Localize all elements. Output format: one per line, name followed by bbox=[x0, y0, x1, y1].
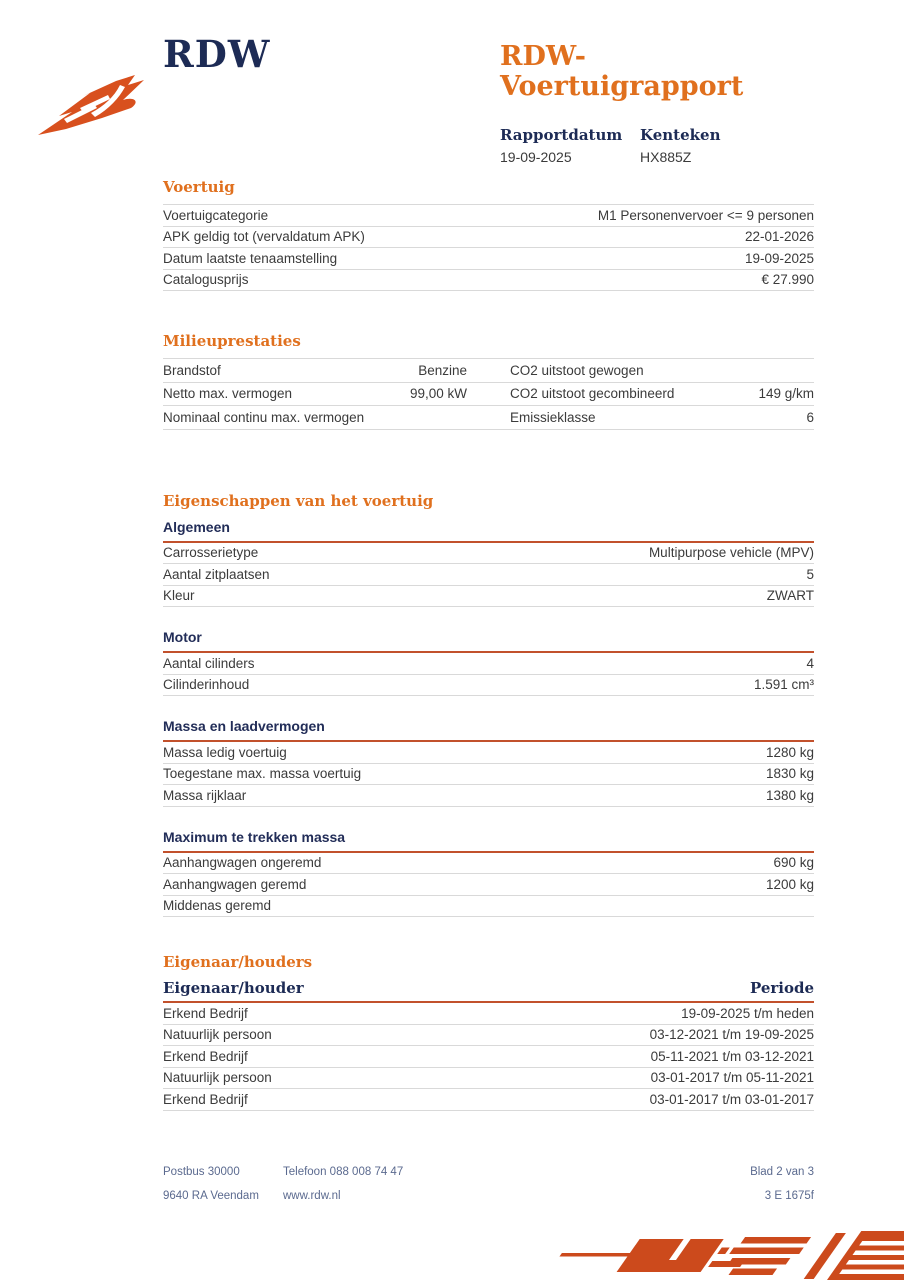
table-row bbox=[163, 586, 814, 608]
section-voertuig bbox=[163, 178, 814, 291]
subsection-title-motor: Motor bbox=[163, 628, 814, 653]
section-eigenschappen bbox=[163, 492, 814, 918]
row-value: 22-01-2026 bbox=[744, 229, 814, 245]
table-row bbox=[163, 406, 814, 430]
row-value: € 27.990 bbox=[761, 272, 814, 288]
row-value: 99,00 kW bbox=[409, 386, 467, 402]
row-value: 690 kg bbox=[773, 855, 814, 871]
row-value: M1 Personenvervoer <= 9 personen bbox=[597, 207, 814, 223]
row-label: Massa ledig voertuig bbox=[163, 744, 287, 760]
row-value: 4 bbox=[806, 655, 814, 671]
row-value: 1200 kg bbox=[765, 876, 814, 892]
row-value: 19-09-2025 bbox=[744, 250, 814, 266]
column-header-period: Periode bbox=[749, 979, 814, 997]
table-row bbox=[163, 1025, 814, 1047]
row-label: Kleur bbox=[163, 588, 195, 604]
row-label: Netto max. vermogen bbox=[163, 386, 293, 402]
license-plate-label: Kenteken bbox=[640, 126, 721, 144]
table-row bbox=[163, 564, 814, 586]
footer-doc-code: 3 E 1675f bbox=[764, 1190, 814, 1202]
table-row bbox=[163, 227, 814, 249]
row-label: Cilinderinhoud bbox=[163, 677, 250, 693]
section-title-milieuprestaties: Milieuprestaties bbox=[163, 332, 301, 350]
report-meta bbox=[500, 126, 816, 165]
trekken-massa-table bbox=[163, 853, 814, 918]
table-row bbox=[163, 383, 814, 407]
owner-period: 05-11-2021 t/m 03-12-2021 bbox=[650, 1048, 814, 1064]
table-cell bbox=[467, 359, 814, 382]
owner-type: Erkend Bedrijf bbox=[163, 1091, 248, 1107]
table-row bbox=[163, 764, 814, 786]
algemeen-table bbox=[163, 543, 814, 608]
rdw-logo-text: RDW bbox=[163, 32, 271, 76]
owners-table bbox=[163, 1003, 814, 1111]
row-label: APK geldig tot (vervaldatum APK) bbox=[163, 229, 365, 245]
row-value: 5 bbox=[806, 566, 814, 582]
table-row bbox=[163, 205, 814, 227]
owner-period: 19-09-2025 t/m heden bbox=[681, 1005, 814, 1021]
row-value: 1.591 cm³ bbox=[753, 677, 814, 693]
table-row bbox=[163, 1046, 814, 1068]
section-title-eigenaren: Eigenaar/houders bbox=[163, 953, 313, 971]
section-milieuprestaties bbox=[163, 332, 814, 430]
section-title-voertuig: Voertuig bbox=[163, 178, 235, 196]
page-indicator: Blad 2 van 3 bbox=[750, 1166, 814, 1178]
row-value: 1830 kg bbox=[765, 766, 814, 782]
row-value: 149 g/km bbox=[758, 386, 814, 402]
row-label: Nominaal continu max. vermogen bbox=[163, 409, 365, 425]
rdw-feather-icon bbox=[36, 56, 164, 138]
table-row bbox=[163, 248, 814, 270]
row-value: ZWART bbox=[766, 588, 814, 604]
table-cell bbox=[163, 406, 467, 429]
table-cell bbox=[467, 383, 814, 406]
row-value: Benzine bbox=[418, 362, 467, 378]
table-row bbox=[163, 543, 814, 565]
row-value: 1280 kg bbox=[765, 744, 814, 760]
row-label: Brandstof bbox=[163, 362, 221, 378]
table-cell bbox=[163, 383, 467, 406]
subsection-massa bbox=[163, 717, 814, 807]
voertuig-table bbox=[163, 204, 814, 291]
row-label: CO2 uitstoot gecombineerd bbox=[510, 386, 675, 402]
section-title-eigenschappen: Eigenschappen van het voertuig bbox=[163, 491, 434, 510]
report-content bbox=[163, 178, 814, 1111]
row-label: Middenas geremd bbox=[163, 898, 272, 914]
table-row bbox=[163, 1068, 814, 1090]
table-row bbox=[163, 653, 814, 675]
owner-type: Erkend Bedrijf bbox=[163, 1005, 248, 1021]
section-eigenaren bbox=[163, 953, 814, 1111]
owner-type: Natuurlijk persoon bbox=[163, 1070, 272, 1086]
row-label: CO2 uitstoot gewogen bbox=[510, 362, 644, 378]
row-label: Voertuigcategorie bbox=[163, 207, 269, 223]
massa-table bbox=[163, 742, 814, 807]
table-row bbox=[163, 742, 814, 764]
owners-table-header bbox=[163, 979, 814, 1003]
row-label: Aantal cilinders bbox=[163, 655, 255, 671]
table-row bbox=[163, 675, 814, 697]
table-row bbox=[163, 853, 814, 875]
license-plate bbox=[640, 126, 780, 165]
rdw-logo bbox=[36, 32, 271, 138]
subsection-title-trekken-massa: Maximum te trekken massa bbox=[163, 828, 814, 853]
subsection-motor bbox=[163, 628, 814, 696]
table-row bbox=[163, 785, 814, 807]
row-label: Catalogusprijs bbox=[163, 272, 249, 288]
row-value: 1380 kg bbox=[765, 787, 814, 803]
row-label: Datum laatste tenaamstelling bbox=[163, 250, 338, 266]
row-label: Emissieklasse bbox=[510, 409, 596, 425]
table-cell bbox=[163, 359, 467, 382]
owner-period: 03-12-2021 t/m 19-09-2025 bbox=[649, 1027, 814, 1043]
owner-type: Erkend Bedrijf bbox=[163, 1048, 248, 1064]
page-footer bbox=[163, 1166, 814, 1202]
motor-table bbox=[163, 653, 814, 696]
owner-period: 03-01-2017 t/m 03-01-2017 bbox=[649, 1091, 814, 1107]
row-value: Multipurpose vehicle (MPV) bbox=[648, 545, 814, 561]
row-label: Aanhangwagen ongeremd bbox=[163, 855, 322, 871]
subsection-title-massa: Massa en laadvermogen bbox=[163, 717, 814, 742]
owner-period: 03-01-2017 t/m 05-11-2021 bbox=[650, 1070, 814, 1086]
row-label: Carrosserietype bbox=[163, 545, 259, 561]
license-plate-value: HX885Z bbox=[640, 149, 692, 165]
footer-phone: Telefoon 088 008 74 47 bbox=[283, 1166, 404, 1178]
subsection-trekken-massa bbox=[163, 828, 814, 918]
table-row bbox=[163, 270, 814, 292]
row-label: Massa rijklaar bbox=[163, 787, 247, 803]
row-value: 6 bbox=[806, 409, 814, 425]
table-row bbox=[163, 874, 814, 896]
title-block bbox=[500, 42, 816, 165]
table-row bbox=[163, 359, 814, 383]
owner-type: Natuurlijk persoon bbox=[163, 1027, 272, 1043]
report-date-label: Rapportdatum bbox=[500, 126, 623, 144]
report-date bbox=[500, 126, 640, 165]
table-row bbox=[163, 896, 814, 918]
table-cell bbox=[467, 406, 814, 429]
table-row bbox=[163, 1089, 814, 1111]
report-date-value: 19-09-2025 bbox=[500, 149, 572, 165]
footer-postbus: Postbus 30000 bbox=[163, 1166, 240, 1178]
table-row bbox=[163, 1003, 814, 1025]
row-label: Aantal zitplaatsen bbox=[163, 566, 270, 582]
footer-website: www.rdw.nl bbox=[283, 1190, 341, 1202]
column-header-owner: Eigenaar/houder bbox=[163, 979, 304, 997]
row-label: Aanhangwagen geremd bbox=[163, 876, 307, 892]
subsection-title-algemeen: Algemeen bbox=[163, 518, 814, 543]
speed-stripes-graphic bbox=[510, 1230, 904, 1280]
footer-city: 9640 RA Veendam bbox=[163, 1190, 259, 1202]
page-title: RDW-Voertuigrapport bbox=[500, 41, 744, 102]
milieuprestaties-table bbox=[163, 358, 814, 430]
subsection-algemeen bbox=[163, 518, 814, 608]
row-label: Toegestane max. massa voertuig bbox=[163, 766, 362, 782]
